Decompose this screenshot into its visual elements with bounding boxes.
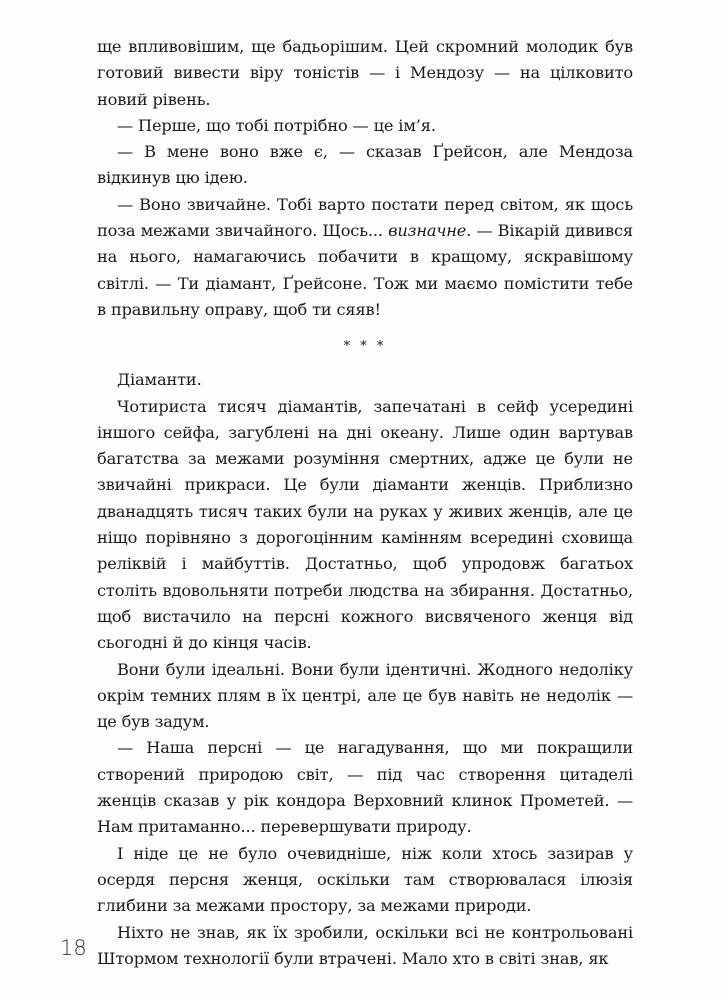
paragraph: І ніде це не було очевидніше, ніж коли хтось зазирав у осердя персня женця, оскільки там створювалася ілюзія глибини за межами простору, за межами природи. — [97, 843, 633, 916]
page-number: 18 — [60, 936, 87, 960]
paragraph — [97, 192, 633, 323]
paragraph: — Перше, що тобі потрібно — це ім’я. — [117, 115, 436, 135]
paragraph-text: . — Вікарій дивився на нього, намагаючись побачити в кращому, яскравішому світлі. — Ти діамант, Ґрейсоне. Тож ми маємо помістити тебе в правильну оправу, щоб ти сяяв! — [97, 221, 633, 319]
paragraph-text: — Воно звичайне. Тобі варто постати перед світом, як щось поза межами звичайного. Щось... — [97, 194, 633, 241]
paragraph: — В мене воно вже є, — сказав Ґрейсон, але Мендоза відкинув цю ідею. — [97, 142, 633, 188]
paragraph: Чотириста тисяч діамантів, запечатані в сейф усередині іншого сейфа, загублені на дні океану. Лише один вартував багатства за межами розуміння смертних, адже це були не звичайні прикраси. Це були діаманти женців. Приблизно дванадцять тисяч таких були на руках у живих женців, але це ніщо порівняно з дорогоцінним камінням всередині сховища реліквій і майбуттів. Достатньо, щоб упродовж багатьох століть вдовольняти потреби людства на збирання. Достатньо, щоб вистачило на персні кожного висвяченого женця від сьогодні й до кінця часів. — [97, 396, 633, 653]
paragraph: Вони були ідеальні. Вони були ідентичні. Жодного недоліку окрім темних плям в їх центрі, але це був навіть не недолік — це був задум. — [97, 659, 633, 732]
section-separator: * * * — [343, 339, 387, 355]
emphasized-word: визначне — [388, 221, 467, 241]
paragraph: Ніхто не знав, як їх зробили, оскільки всі не контрольовані Штормом технології були втрачені. Мало хто в світі знав, як — [97, 922, 633, 968]
paragraph: ще впливовішим, ще бадьорішим. Цей скромний молодик був готовий вивести віру тоністів — і Мендозу — на цілковито новий рівень. — [97, 37, 633, 109]
paragraph: — Наша персні — це нагадування, що ми покращили створений природою світ, — під час створення цитаделі женців сказав у рік кондора Верховний клинок Прометей. — Нам притаманно... перевершувати природу. — [97, 738, 633, 837]
paragraph: Діаманти. — [117, 370, 202, 390]
body-text — [97, 34, 633, 972]
